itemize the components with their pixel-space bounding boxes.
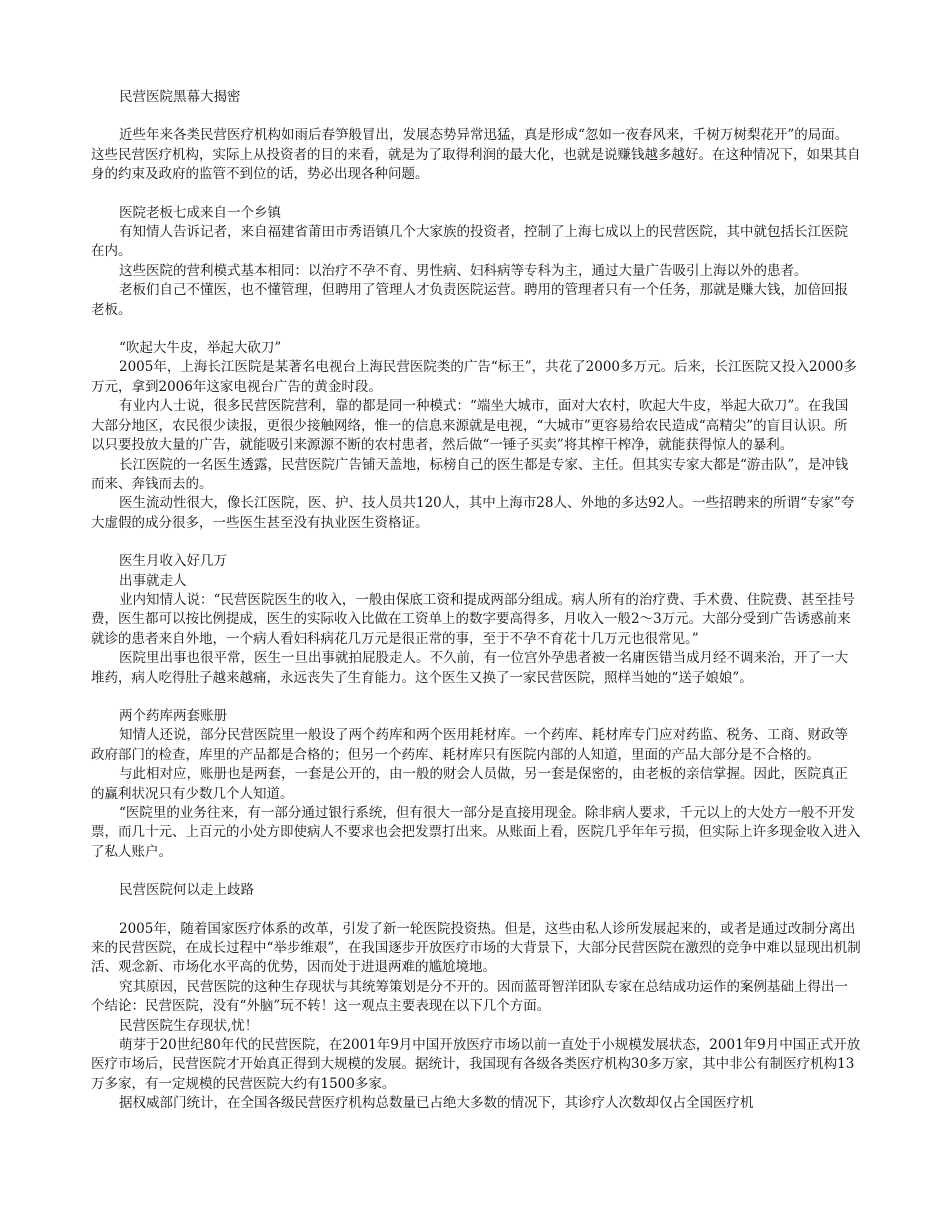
section-heading-3a: 医生月收入好几万 <box>119 553 227 570</box>
paragraph: 有知情人告诉记者，来自福建省莆田市秀语镇几个大家族的投资者，控制了上海七成以上的民营医院，其中就包括长江医院在内。 <box>91 224 848 260</box>
paragraph: “医院里的业务往来，有一部分通过银行系统，但有很大一部分是直接用现金。除非病人要求，千元以上的大处方一般不开发票，而几十元、上百元的小处方即使病人不要求也会把发票打出来。从账面上看，医院几乎年年亏损，但实际上许多现金收入进入了私人账户。 <box>91 805 861 860</box>
spacer <box>91 185 861 204</box>
section-heading-3b: 出事就走人 <box>119 572 187 589</box>
paragraph: 有业内人士说，很多民营医院营利，靠的都是同一种模式：“端坐大城市，面对大农村，吹起大牛皮，举起大砍刀”。在我国大部分地区，农民很少读报，更很少接触网络，惟一的信息来源就是电视，“大城市”更容易给农民造成“高精尖”的盲目认识。所以只要投放大量的广告，就能吸引来源源不断的农村患者，然后做“一锤子买卖”将其榨干榨净，就能获得惊人的暴利。 <box>91 398 849 454</box>
document-title: 民营医院黑幕大揭密 <box>119 89 241 105</box>
section-heading-5: 民营医院何以走上歧路 <box>119 882 254 899</box>
paragraph: 究其原因，民营医院的这种生存现状与其统筹策划是分不开的。因而蓝哥智洋团队专家在总结成功运作的案例基础上得出一个结论：民营医院，没有“外脑”玩不转！这一观点主要表现在以下几个方面。 <box>91 978 848 1015</box>
paragraph: 2005年，上海长江医院是某著名电视台上海民营医院类的广告“标王”，共花了2000多万元。后来，长江医院又投入2000多万元，拿到2006年这家电视台广告的黄金时段。 <box>91 359 857 395</box>
paragraph: 萌芽于20世纪80年代的民营医院，在2001年9月中国开放医疗市场以前一直处于小规模发展状态，2001年9月中国正式开放医疗市场后，民营医院才开始真正得到大规模的发展。据统计，我国现有各级各类医疗机构30多万家，其中非公有制医疗机构13万多家，有一定规模的民营医院大约有1500多家。 <box>91 1037 861 1092</box>
paragraph: 长江医院的一名医生透露，民营医院广告铺天盖地，标榜自己的医生都是专家、主任。但其实专家大都是“游击队”，是冲钱而来、奔钱而去的。 <box>91 456 849 492</box>
paragraph: 与此相对应，账册也是两套，一套是公开的，由一般的财会人员做，另一套是保密的，由老板的亲信掌握。因此，医院真正的赢利状况只有少数几个人知道。 <box>91 766 848 802</box>
paragraph: 知情人还说，部分民营医院里一般设了两个药库和两个医用耗材库。一个药库、耗材库专门应对药监、税务、工商、财政等政府部门的检查，库里的产品都是合格的；但另一个药库、耗材库只有医院内部的人知道，里面的产品大部分是不合格的。 <box>91 727 848 763</box>
spacer <box>91 320 861 339</box>
section-heading-2: “吹起大牛皮，举起大砍刀” <box>119 340 282 357</box>
section-heading-4: 两个药库两套账册 <box>119 707 227 724</box>
paragraph: 业内知情人说：“民营医院医生的收入，一般由保底工资和提成两部分组成。病人所有的治疗费、手术费、住院费、甚至挂号费，医生都可以按比例提成，医生的实际收入比做在工资单上的数字要高得多，月收入一般2～3万元。大部分受到广告诱惑前来就诊的患者来自外地，一个病人看妇科病花几万元是很正常的事，至于不孕不育花十几万元也很常见。” <box>91 591 855 647</box>
subheading: 民营医院生存现状,忧！ <box>119 1017 259 1034</box>
paragraph: 医生流动性很大，像长江医院，医、护、技人员共120人，其中上海市28人、外地的多达92人。一些招聘来的所谓“专家”夸大虚假的成分很多，一些医生甚至没有执业医生资格证。 <box>91 495 855 531</box>
document-page <box>91 88 861 1114</box>
spacer <box>91 107 861 126</box>
paragraph: 2005年，随着国家医疗体系的改革，引发了新一轮医院投资热。但是，这些由私人诊所发展起来的，或者是通过改制分离出来的民营医院，在成长过程中“举步维艰”，在我国逐步开放医疗市场的大背景下，大部分民营医院在激烈的竞争中难以显现出机制活、观念新、市场化水平高的优势，因而处于进退两难的尴尬境地。 <box>91 920 861 976</box>
spacer <box>91 901 861 920</box>
paragraph: 医院里出事也很平常，医生一旦出事就拍屁股走人。不久前，有一位宫外孕患者被一名庸医错当成月经不调来治，开了一大堆药，病人吃得肚子越来越痛，永远丧失了生育能力。这个医生又换了一家民营医院，照样当她的“送子娘娘”。 <box>91 650 848 686</box>
spacer <box>91 533 861 552</box>
paragraph: 据权威部门统计，在全国各级民营医疗机构总数量已占绝大多数的情况下，其诊疗人次数却仅占全国医疗机 <box>119 1095 754 1112</box>
spacer <box>91 862 861 881</box>
spacer <box>91 688 861 707</box>
intro-paragraph: 近些年来各类民营医疗机构如雨后春笋般冒出，发展态势异常迅猛，真是形成“忽如一夜春风来，千树万树梨花开”的局面。这些民营医疗机构，实际上从投资者的目的来看，就是为了取得利润的最大化，也就是说赚钱越多越好。在这种情况下，如果其自身的约束及政府的监管不到位的话，势必出现各种问题。 <box>91 127 861 183</box>
paragraph: 这些医院的营利模式基本相同：以治疗不孕不育、男性病、妇科病等专科为主，通过大量广告吸引上海以外的患者。 <box>119 262 808 279</box>
section-heading-1: 医院老板七成来自一个乡镇 <box>119 204 281 221</box>
paragraph: 老板们自己不懂医，也不懂管理，但聘用了管理人才负责医院运营。聘用的管理者只有一个任务，那就是赚大钱，加倍回报老板。 <box>91 282 848 318</box>
